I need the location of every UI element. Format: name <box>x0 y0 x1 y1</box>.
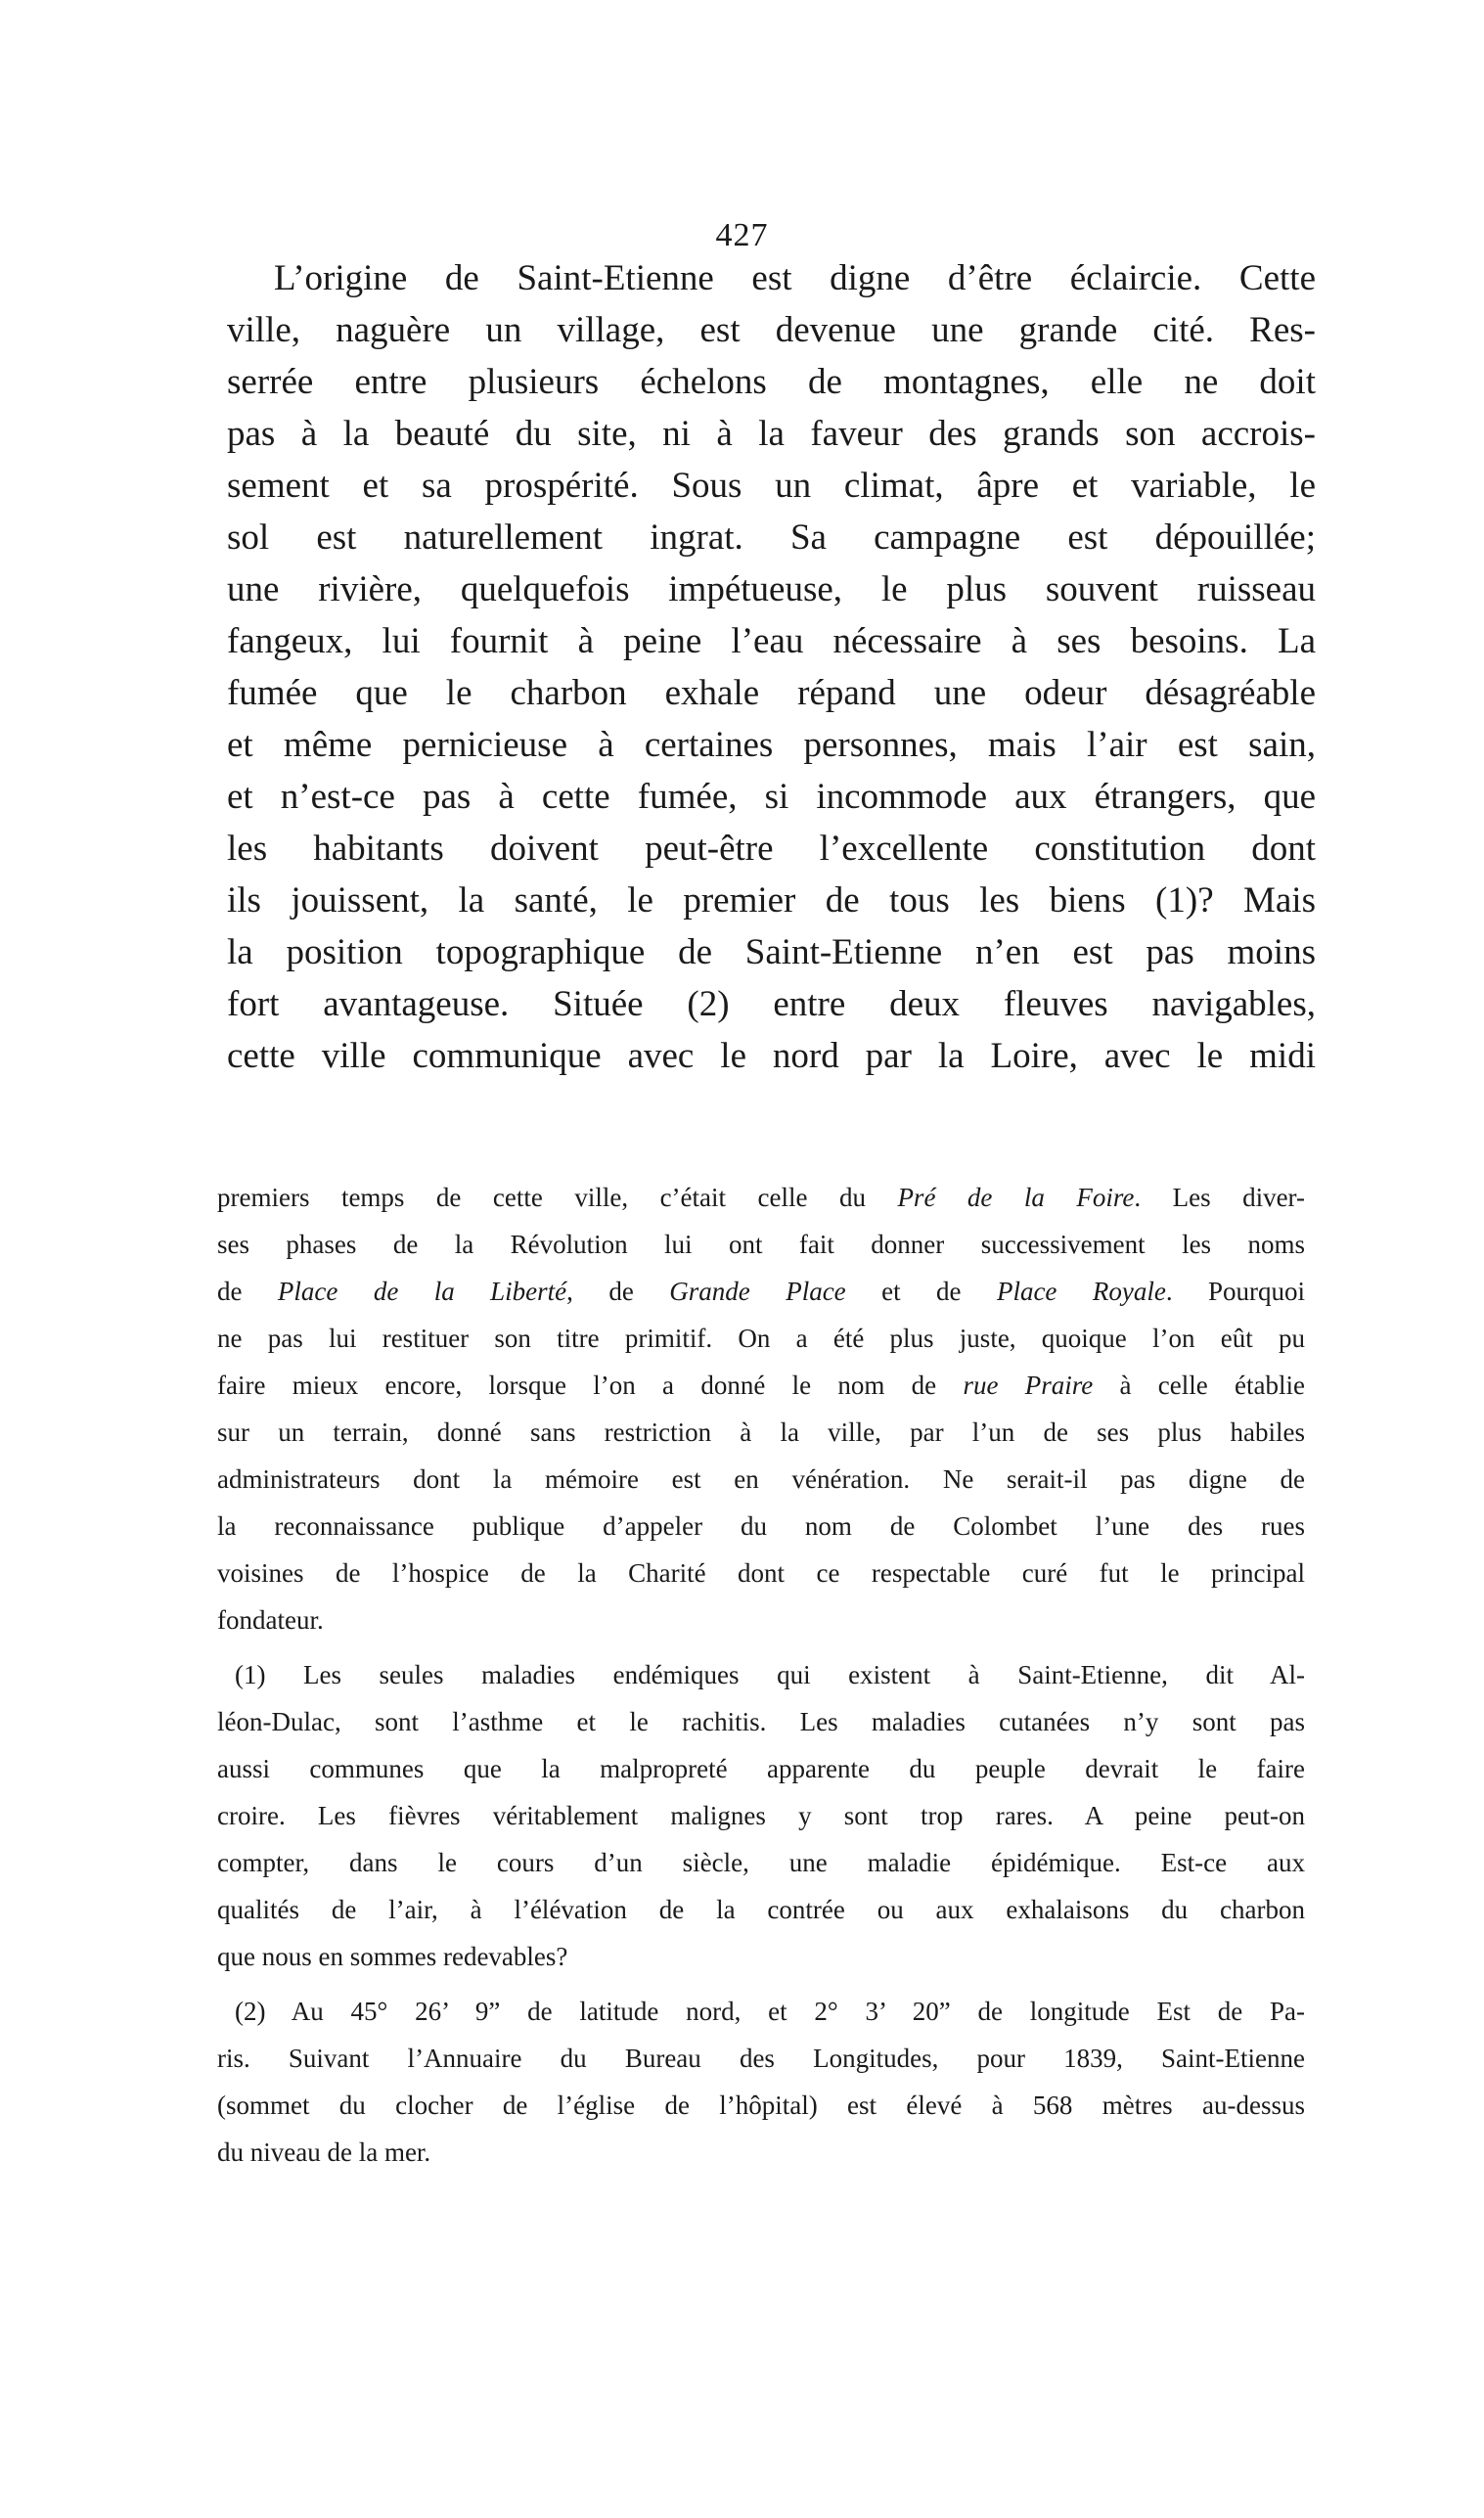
note-line: que nous en sommes redevables? <box>217 1942 568 1971</box>
body-line: fangeux, lui fournit à peine l’eau nécessaire à ses besoins. La <box>227 621 1316 661</box>
text: faire mieux encore, lorsque l’on a donné le nom de <box>217 1371 964 1400</box>
note-line <box>217 1268 1305 1315</box>
body-line: les habitants doivent peut-être l’excellente constitution dont <box>227 829 1316 869</box>
text: à celle établie <box>1093 1371 1305 1400</box>
body-line: ville, naguère un village, est devenue une grande cité. Res- <box>227 310 1316 350</box>
note-line: la reconnaissance publique d’appeler du nom de Colombet l’une des rues <box>217 1511 1305 1541</box>
note-line: aussi communes que la malpropreté apparente du peuple devrait le faire <box>217 1754 1305 1783</box>
continued-footnote <box>217 1174 1305 1643</box>
body-line: serrée entre plusieurs échelons de montagnes, elle ne doit <box>227 362 1316 402</box>
body-line: la position topographique de Saint-Etienne n’en est pas moins <box>227 932 1316 972</box>
body-line: une rivière, quelquefois impétueuse, le plus souvent ruisseau <box>227 569 1316 609</box>
note-line: (2) Au 45° 26’ 9” de latitude nord, et 2° 3’ 20” de longitude Est de Pa- <box>235 1997 1305 2026</box>
note-line: ses phases de la Révolution lui ont fait donner successivement les noms <box>217 1230 1305 1259</box>
text: premiers temps de cette ville, c’était celle du <box>217 1183 898 1212</box>
note-line: (1) Les seules maladies endémiques qui existent à Saint-Etienne, dit Al- <box>235 1660 1305 1689</box>
note-line: du niveau de la mer. <box>217 2137 431 2167</box>
text: . Pourquoi <box>1165 1277 1306 1306</box>
text: . Les diver- <box>1134 1183 1305 1212</box>
main-body-text <box>227 252 1316 1082</box>
body-line: fumée que le charbon exhale répand une odeur désagréable <box>227 673 1316 713</box>
italic-place-name: Pré de la Foire <box>897 1183 1135 1212</box>
note-line: (sommet du clocher de l’église de l’hôpital) est élevé à 568 mètres au-dessus <box>217 2091 1305 2120</box>
body-line: fort avantageuse. Située (2) entre deux fleuves navigables, <box>227 984 1316 1024</box>
text: , de <box>566 1277 670 1306</box>
body-line: cette ville communique avec le nord par la Loire, avec le midi <box>227 1036 1316 1076</box>
note-line: compter, dans le cours d’un siècle, une maladie épidémique. Est-ce aux <box>217 1848 1305 1877</box>
note-line: léon-Dulac, sont l’asthme et le rachitis. Les maladies cutanées n’y sont pas <box>217 1707 1305 1736</box>
body-line: pas à la beauté du site, ni à la faveur des grands son accrois- <box>227 414 1316 454</box>
italic-place-name: Place Royale <box>996 1277 1166 1306</box>
text: de <box>217 1277 278 1306</box>
note-line <box>217 1174 1305 1221</box>
page-number: 427 <box>715 217 769 253</box>
note-line: croire. Les fièvres véritablement malignes y sont trop rares. A peine peut-on <box>217 1801 1305 1830</box>
note-line: fondateur. <box>217 1605 324 1635</box>
note-line: administrateurs dont la mémoire est en vénération. Ne serait-il pas digne de <box>217 1464 1305 1494</box>
italic-street-name: rue Praire <box>963 1371 1094 1400</box>
footnote-2 <box>217 1988 1305 2176</box>
text: et de <box>845 1277 997 1306</box>
note-line: qualités de l’air, à l’élévation de la contrée ou aux exhalaisons du charbon <box>217 1895 1305 1924</box>
body-line: L’origine de Saint-Etienne est digne d’être éclaircie. Cette <box>274 258 1316 298</box>
note-line: ne pas lui restituer son titre primitif. On a été plus juste, quoique l’on eût pu <box>217 1324 1305 1353</box>
italic-place-name: Place de la Liberté <box>277 1277 567 1306</box>
italic-place-name: Grande Place <box>669 1277 846 1306</box>
body-line: sol est naturellement ingrat. Sa campagne est dépouillée; <box>227 517 1316 558</box>
note-line: sur un terrain, donné sans restriction à la ville, par l’un de ses plus habiles <box>217 1417 1305 1447</box>
body-line: et n’est-ce pas à cette fumée, si incommode aux étrangers, que <box>227 777 1316 817</box>
body-line: ils jouissent, la santé, le premier de tous les biens (1)? Mais <box>227 880 1316 921</box>
footnote-1 <box>217 1651 1305 1980</box>
footnotes <box>217 1174 1305 2176</box>
body-line: et même pernicieuse à certaines personnes, mais l’air est sain, <box>227 725 1316 765</box>
note-line: voisines de l’hospice de la Charité dont ce respectable curé fut le principal <box>217 1558 1305 1588</box>
note-line: ris. Suivant l’Annuaire du Bureau des Longitudes, pour 1839, Saint-Etienne <box>217 2044 1305 2073</box>
note-line <box>217 1362 1305 1409</box>
body-line: sement et sa prospérité. Sous un climat, âpre et variable, le <box>227 466 1316 506</box>
